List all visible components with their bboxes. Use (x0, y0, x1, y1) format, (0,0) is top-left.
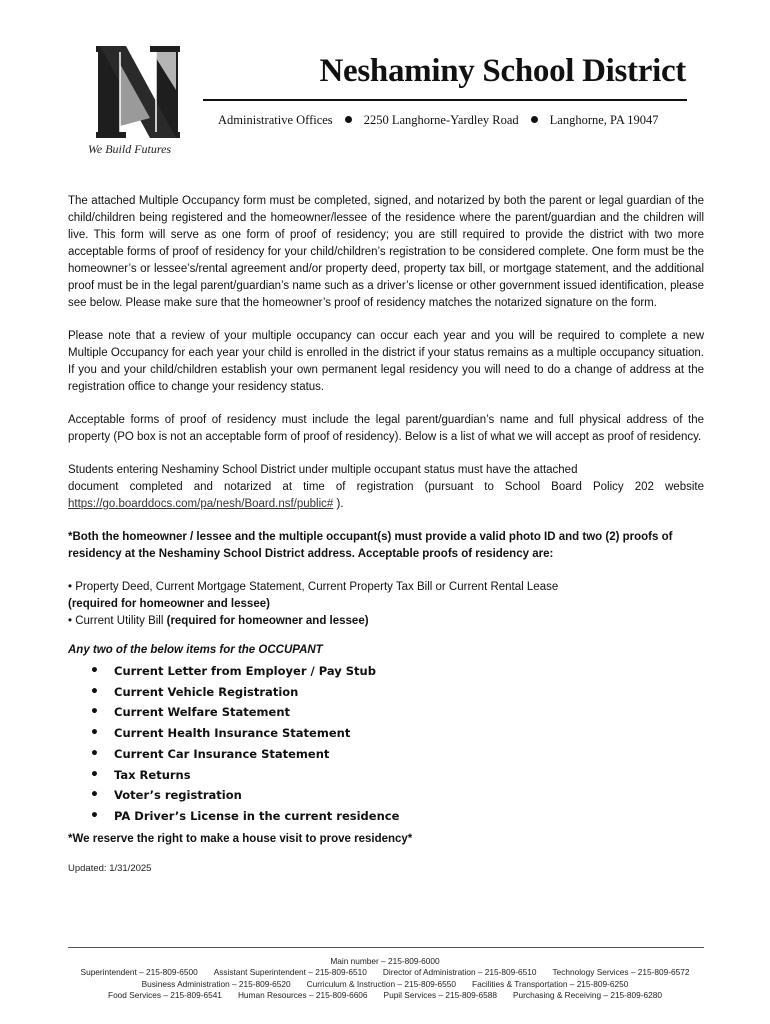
paragraph-annual-review: Please note that a review of your multiple occupancy can occur each year and you will be required to complete a new Multiple Occupancy for each year your child is enrolled in the district if your status remains as a multiple occupancy situation. If you and your child/children establish your own permanent legal residency you will need to do a change of address at the registration office to change your residency status. (68, 330, 704, 393)
paragraph-policy (68, 462, 704, 513)
updated-date: Updated: 1/31/2025 (68, 862, 152, 874)
occupant-item-voter-registration: • Voter’s registration (90, 785, 704, 806)
district-name: Neshaminy School District (319, 53, 686, 89)
footer-contact: Food Services – 215-809-6541 (108, 989, 222, 1000)
footer-row-3 (60, 990, 710, 1001)
homeowner-item-deed: • Property Deed, Current Mortgage Statement, Current Property Tax Bill or Current Rental Lease (68, 581, 559, 593)
address-line (218, 113, 659, 128)
homeowner-item-utility-label: • Current Utility Bill (68, 615, 167, 627)
footer-row-1 (60, 967, 710, 978)
address-street: 2250 Langhorne-Yardley Road (363, 113, 519, 127)
policy-link[interactable]: https://go.boarddocs.com/pa/nesh/Board.nsf/public# (68, 498, 334, 510)
footer-contact: Pupil Services – 215-809-6588 (383, 989, 498, 1000)
occupant-item-drivers-license: • PA Driver’s License in the current residence (90, 806, 704, 827)
footer-contact: Curriculum & Instruction – 215-809-6550 (306, 978, 457, 989)
footer-row-2 (60, 979, 710, 990)
footer-contact: Purchasing & Receiving – 215-809-6280 (513, 989, 662, 1000)
homeowner-item-utility-note: (required for homeowner and lessee) (166, 615, 369, 627)
footer-contact: Director of Administration – 215-809-6510 (382, 967, 537, 978)
footer-contact: Business Administration – 215-809-6520 (141, 978, 291, 989)
occupant-list-title: Any two of the below items for the OCCUPANT (68, 644, 323, 656)
policy-line-2: document completed and notarized at time of registration (pursuant to School Board Policy 202 website (68, 481, 704, 493)
footer-contact: Human Resources – 215-809-6606 (237, 989, 368, 1000)
occupant-item-vehicle-registration: • Current Vehicle Registration (90, 682, 704, 703)
occupant-item-welfare-statement: • Current Welfare Statement (90, 702, 704, 723)
occupant-item-tax-returns: • Tax Returns (90, 765, 704, 786)
bullet-dot-icon (345, 116, 352, 123)
address-city: Langhorne, PA 19047 (549, 113, 659, 127)
document-body (68, 193, 704, 877)
homeowner-list (68, 579, 704, 630)
both-requirement-statement: *Both the homeowner / lessee and the multiple occupant(s) must provide a valid photo ID and two (2) proofs of residency at the Neshaminy School District address. Acceptable proofs of residency are: (68, 531, 673, 560)
footer-main-number: Main number – 215-809-6000 (330, 956, 440, 966)
footer-contact: Assistant Superintendent – 215-809-6510 (213, 967, 367, 978)
paragraph-acceptable-forms: Acceptable forms of proof of residency must include the legal parent/guardian’s name and full physical address of the property (PO box is not an acceptable form of proof of residency). Below is a list of what we will accept as proof of residency. (68, 414, 704, 443)
house-visit-statement: *We reserve the right to make a house visit to prove residency* (68, 832, 413, 845)
footer-contacts (60, 956, 710, 1001)
header-divider (203, 99, 687, 101)
footer-contact: Superintendent – 215-809-6500 (80, 967, 198, 978)
district-logo (96, 46, 180, 138)
homeowner-item-deed-note: (required for homeowner and lessee) (68, 598, 270, 610)
occupant-item-car-insurance: • Current Car Insurance Statement (90, 744, 704, 765)
policy-end: ). (333, 498, 344, 510)
policy-line-1: Students entering Neshaminy School District under multiple occupant status must have the attached (68, 464, 578, 476)
occupant-list (90, 661, 704, 827)
footer-contact: Technology Services – 215-809-6572 (552, 967, 690, 978)
occupant-item-employer-letter: • Current Letter from Employer / Pay Stub (90, 661, 704, 682)
address-offices: Administrative Offices (218, 113, 333, 127)
occupant-item-health-insurance: • Current Health Insurance Statement (90, 723, 704, 744)
tagline: We Build Futures (88, 142, 172, 156)
footer-divider (68, 947, 704, 948)
bullet-dot-icon (531, 116, 538, 123)
footer-contact: Facilities & Transportation – 215-809-6250 (472, 978, 629, 989)
paragraph-form-instructions: The attached Multiple Occupancy form must be completed, signed, and notarized by both the parent or legal guardian of the child/children being registered and the homeowner/lessee of the residence where the parent/guardian and the children will live. This form will serve as one form of proof of residency; you are still required to provide the district with two more acceptable forms of proof of residency for your child/children’s registration to be considered complete. One form must be the homeowner’s or lessee’s/rental agreement and/or property deed, property tax bill, or mortgage statement, and the additional proof must be in the legal parent/guardian’s name such as a driver’s license or other government issued identification, please see below. Please make sure that the homeowner’s proof of residency matches the notarized signature on the form. (68, 195, 704, 309)
homeowner-item-utility (68, 613, 704, 630)
